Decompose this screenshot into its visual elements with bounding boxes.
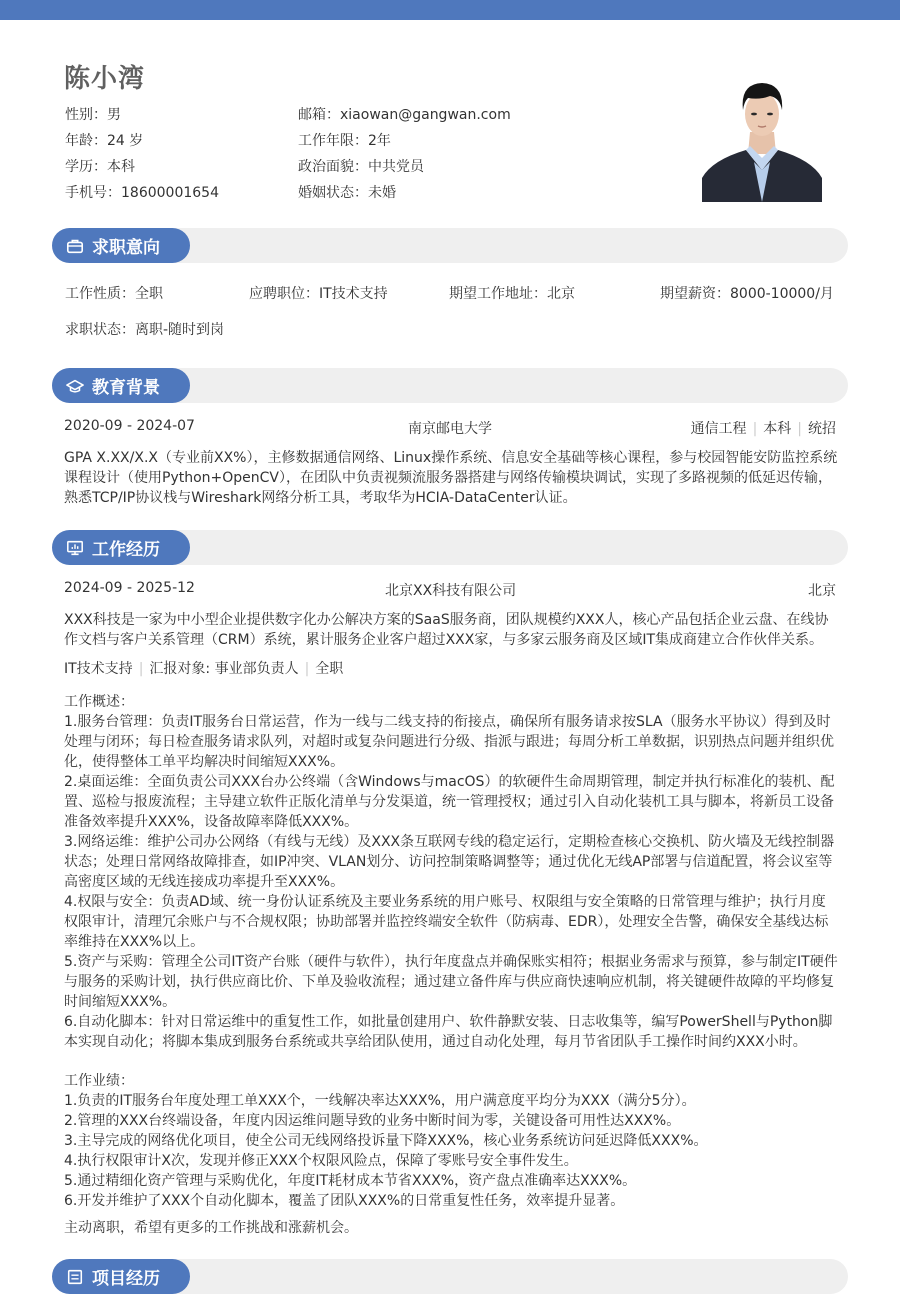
section-title-pill [52, 530, 190, 565]
info-gender [65, 102, 219, 128]
top-accent-bar [0, 0, 900, 20]
info-political [298, 154, 511, 180]
section-title-pill [52, 368, 190, 403]
info-years [298, 128, 511, 154]
education-type: 统招 [808, 421, 836, 437]
company-description: XXX科技是一家为中小型企业提供数字化办公解决方案的SaaS服务商，团队规模约XXX人，核心产品包括企业云盘、在线协作文档与客户关系管理（CRM）系统，累计服务企业客户超过XXX家，与多家云服务商及区域IT集成商建立合作伙伴关系。 [64, 612, 829, 648]
overview-item: 3.网络运维：维护公司办公网络（有线与无线）及XXX条互联网专线的稳定运行，定期检查核心交换机、防火墙及无线控制器状态；处理日常网络故障排查，如IP冲突、VLAN划分、访问控制策略调整等；通过优化无线AP部署与信道配置，将会议室等高密度区域的无线连接成功率提升至XXX%。 [64, 834, 835, 890]
info-age [65, 128, 219, 154]
achievements-title: 工作业绩： [64, 1073, 134, 1089]
portrait-icon [702, 70, 822, 202]
achievement-item: 6.开发并维护了XXX个自动化脚本，覆盖了团队XXX%的日常重复性任务，效率提升显著。 [64, 1193, 625, 1209]
field-value: 北京 [547, 286, 575, 302]
field-label: 期望薪资： [660, 286, 730, 302]
field-label: 期望工作地址： [449, 286, 547, 302]
education-period: 2020-09 - 2024-07 [64, 418, 195, 434]
overview-item: 6.自动化脚本：针对日常运维中的重复性工作，如批量创建用户、软件静默安装、日志收集等，编写PowerShell与Python脚本实现自动化；将脚本集成到服务台系统或共享给团队使用，通过自动化处理，每月节省团队手工操作时间约XXX小时。 [64, 1014, 833, 1050]
work-role: IT技术支持 [64, 661, 133, 677]
section-title: 求职意向 [92, 238, 160, 258]
section-header-work [52, 530, 848, 565]
info-value: 男 [107, 107, 121, 123]
section-title: 项目经历 [92, 1269, 160, 1289]
info-value: 本科 [107, 159, 135, 175]
list-icon [66, 1268, 84, 1286]
info-value: 中共党员 [368, 159, 424, 175]
info-marital [298, 180, 511, 206]
intent-location [449, 283, 575, 303]
field-label: 工作性质： [65, 286, 135, 302]
overview-item: 2.桌面运维：全面负责公司XXX台办公终端（含Windows与macOS）的软硬件生命周期管理，制定并执行标准化的装机、配置、巡检与报废流程；主导建立软件正版化清单与分发渠道，统一管理授权；通过引入自动化装机工具与脚本，将新员工设备准备效率提升XXX%，设备故障率降低XXX%。 [64, 774, 835, 830]
achievement-item: 2.管理的XXX台终端设备，年度内因运维问题导致的业务中断时间为零，关键设备可用性达XXX%。 [64, 1113, 681, 1129]
basic-info-left [65, 102, 219, 206]
section-title: 工作经历 [92, 540, 160, 560]
work-company: 北京XX科技有限公司 [385, 583, 517, 599]
info-phone [65, 180, 219, 206]
info-education [65, 154, 219, 180]
info-label: 学历： [65, 159, 107, 175]
education-major: 通信工程 [690, 421, 747, 437]
field-label: 应聘职位： [249, 286, 319, 302]
info-value: 未婚 [368, 185, 396, 201]
section-header-intent [52, 228, 848, 263]
overview-item: 1.服务台管理：负责IT服务台日常运营，作为一线与二线支持的衔接点，确保所有服务请求按SLA（服务水平协议）得到及时处理与闭环；每日检查服务请求队列，对超时或复杂问题进行分级、指派与跟进；每周分析工单数据，识别热点问题并组织优化，使得整体工单平均解决时间缩短XXX%。 [64, 714, 834, 770]
work-overview [64, 692, 839, 1052]
education-school: 南京邮电大学 [408, 421, 492, 437]
section-header-project [52, 1259, 848, 1294]
education-description: GPA X.XX/X.X（专业前XX%），主修数据通信网络、Linux操作系统、信息安全基础等核心课程，参与校园智能安防监控系统课程设计（使用Python+OpenCV），在团队中负责视频流服务器搭建与网络传输模块调试，实现了多路视频的低延迟传输，熟悉TCP/IP协议栈与Wireshark网络分析工具，考取华为HCIA-DataCenter认证。 [64, 450, 838, 506]
overview-title: 工作概述： [64, 694, 134, 710]
achievement-item: 1.负责的IT服务台年度处理工单XXX个，一线解决率达XXX%，用户满意度平均分为XXX（满分5分）。 [64, 1093, 696, 1109]
intent-position [249, 283, 388, 303]
divider: | [797, 421, 802, 437]
field-value: 全职 [135, 286, 163, 302]
field-value: 离职-随时到岗 [135, 322, 225, 338]
profile-photo [702, 70, 822, 202]
info-value: 2年 [368, 133, 391, 149]
candidate-name: 陈小湾 [64, 64, 146, 94]
info-value: xiaowan@gangwan.com [340, 107, 511, 123]
work-achievements [64, 1071, 839, 1211]
work-city: 北京 [808, 583, 836, 599]
work-period: 2024-09 - 2025-12 [64, 580, 195, 596]
achievement-item: 3.主导完成的网络优化项目，使全公司无线网络投诉量下降XXX%，核心业务系统访问延迟降低XXX%。 [64, 1133, 708, 1149]
section-title-pill [52, 1259, 190, 1294]
divider: | [304, 661, 310, 677]
education-degree: 本科 [763, 421, 792, 437]
section-title-pill [52, 228, 190, 263]
overview-item: 5.资产与采购：管理全公司IT资产台账（硬件与软件），执行年度盘点并确保账实相符；根据业务需求与预算，参与制定IT硬件与服务的采购计划，执行供应商比价、下单及验收流程；通过建立备件库与供应商快速响应机制，将关键硬件故障的平均修复时间缩短XXX%。 [64, 954, 838, 1010]
work-role-meta [64, 658, 343, 678]
intent-salary [660, 283, 834, 303]
field-value: 8000-10000/月 [730, 286, 834, 302]
leave-reason: 主动离职，希望有更多的工作挑战和涨薪机会。 [64, 1220, 358, 1236]
info-label: 年龄： [65, 133, 107, 149]
graduation-cap-icon [66, 377, 84, 395]
intent-status [65, 319, 224, 339]
info-label: 邮箱： [298, 107, 340, 123]
info-label: 政治面貌： [298, 159, 368, 175]
divider: | [752, 421, 758, 437]
info-label: 手机号： [65, 185, 121, 201]
section-title: 教育背景 [92, 378, 160, 398]
work-job-type: 全职 [315, 661, 344, 677]
info-email [298, 102, 511, 128]
info-value: 18600001654 [121, 185, 219, 201]
overview-item: 4.权限与安全：负责AD域、统一身份认证系统及主要业务系统的用户账号、权限组与安全策略的日常管理与维护；执行月度权限审计，清理冗余账户与不合规权限；协助部署并监控终端安全软件（防病毒、EDR），处理安全告警，确保安全基线达标率维持在XXX%以上。 [64, 894, 829, 950]
basic-info-right [298, 102, 511, 206]
briefcase-icon [66, 237, 84, 255]
info-label: 婚姻状态： [298, 185, 368, 201]
achievement-item: 5.通过精细化资产管理与采购优化，年度IT耗材成本节省XXX%，资产盘点准确率达XXX%。 [64, 1173, 637, 1189]
field-value: IT技术支持 [319, 286, 388, 302]
work-report-to: 汇报对象: 事业部负责人 [149, 661, 299, 677]
monitor-chart-icon [66, 539, 84, 557]
info-label: 性别： [65, 107, 107, 123]
divider: | [138, 661, 144, 677]
info-value: 24 岁 [107, 133, 144, 149]
intent-work-type [65, 283, 163, 303]
education-meta [691, 418, 836, 438]
info-label: 工作年限： [298, 133, 368, 149]
achievement-item: 4.执行权限审计X次，发现并修正XXX个权限风险点，保障了零账号安全事件发生。 [64, 1153, 578, 1169]
section-header-education [52, 368, 848, 403]
field-label: 求职状态： [65, 322, 135, 338]
